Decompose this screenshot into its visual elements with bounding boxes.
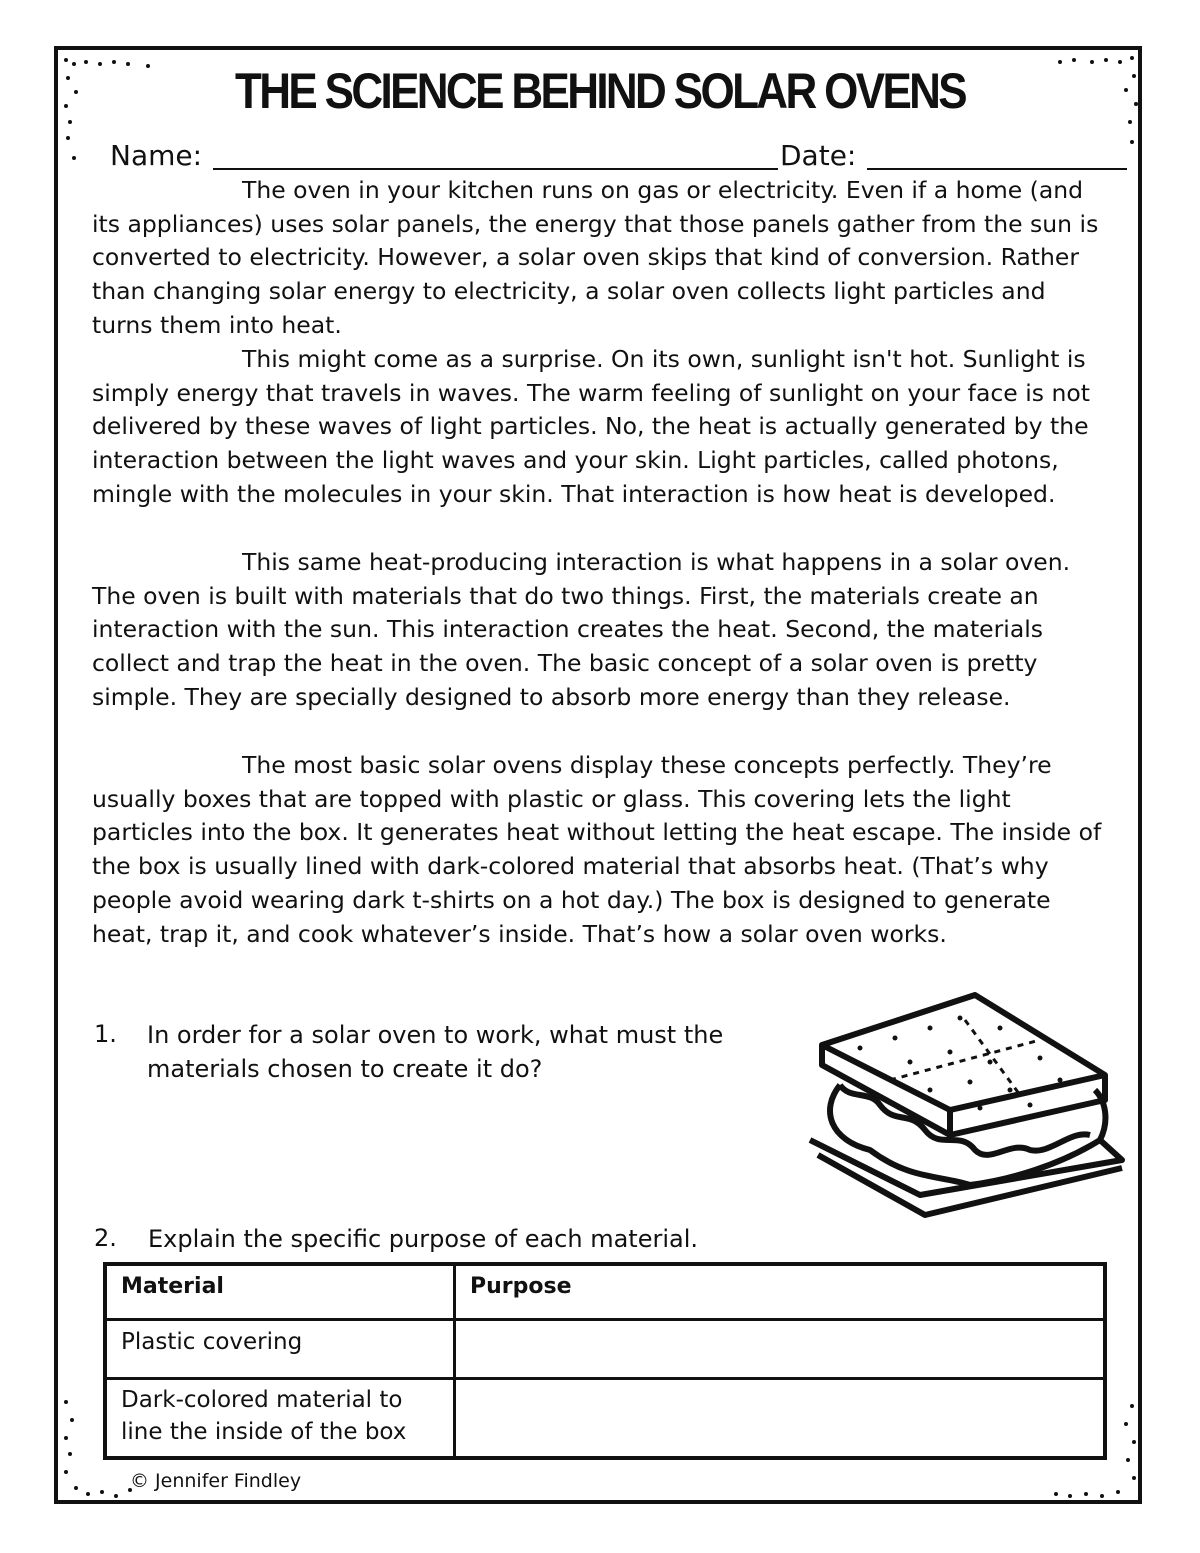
table-row [105, 1320, 1105, 1379]
question-1-number: 1. [94, 1020, 117, 1048]
question-1-line-2: materials chosen to create it do? [147, 1055, 543, 1083]
date-field[interactable] [867, 168, 1127, 170]
paragraph-4: The most basic solar ovens display these concepts perfectly. They’re usually boxes that are topped with plastic or glass. This covering lets the light particles into the box. It generates heat without letting the heat escape. The inside of the box is usually lined with dark-colored material that absorbs heat. (That’s why people avoid wearing dark t-shirts on a hot day.) The box is designed to generate heat, trap it, and cook whatever’s inside. That’s how a solar oven works. [92, 751, 1102, 948]
purpose-cell[interactable] [455, 1379, 1106, 1459]
question-2-number: 2. [94, 1224, 117, 1252]
header-material: Material [105, 1264, 455, 1320]
material-cell [105, 1379, 455, 1459]
smore-icon [800, 990, 1130, 1240]
table-header-row [105, 1264, 1105, 1320]
date-label: Date: [780, 139, 857, 172]
question-2-text: Explain the specific purpose of each material. [148, 1225, 699, 1253]
question-1-line-1: In order for a solar oven to work, what must the [147, 1021, 724, 1049]
paragraph-3: This same heat-producing interaction is what happens in a solar oven. The oven is built with materials that do two things. First, the materials create an interaction with the sun. This interaction creates the heat. Second, the materials collect and trap the heat in the oven. The basic concept of a solar oven is pretty simple. They are specially designed to absorb more energy than they release. [92, 548, 1071, 711]
material-line-1: Dark-colored material to [121, 1387, 403, 1413]
paragraph-2: This might come as a surprise. On its own, sunlight isn't hot. Sunlight is simply energy that travels in waves. The warm feeling of sunlight on your face is not delivered by these waves of light particles. No, the heat is actually generated by the interaction between the light waves and your skin. Light particles, called photons, mingle with the molecules in your skin. That interaction is how heat is developed. [92, 345, 1090, 508]
copyright: © Jennifer Findley [130, 1470, 302, 1492]
name-field[interactable] [213, 168, 778, 170]
table-row [105, 1379, 1105, 1459]
paragraph-1: The oven in your kitchen runs on gas or electricity. Even if a home (and its appliances) uses solar panels, the energy that those panels gather from the sun is converted to electricity. However, a solar oven skips that kind of conversion. Rather than changing solar energy to electricity, a solar oven collects light particles and turns them into heat. [92, 176, 1099, 339]
materials-table [103, 1262, 1107, 1460]
purpose-cell[interactable] [455, 1320, 1106, 1379]
material-cell: Plastic covering [105, 1320, 455, 1379]
name-label: Name: [110, 139, 203, 172]
material-line-2: line the inside of the box [121, 1419, 407, 1445]
header-purpose: Purpose [455, 1264, 1106, 1320]
page-title: THE SCIENCE BEHIND SOLAR OVENS [234, 63, 966, 119]
